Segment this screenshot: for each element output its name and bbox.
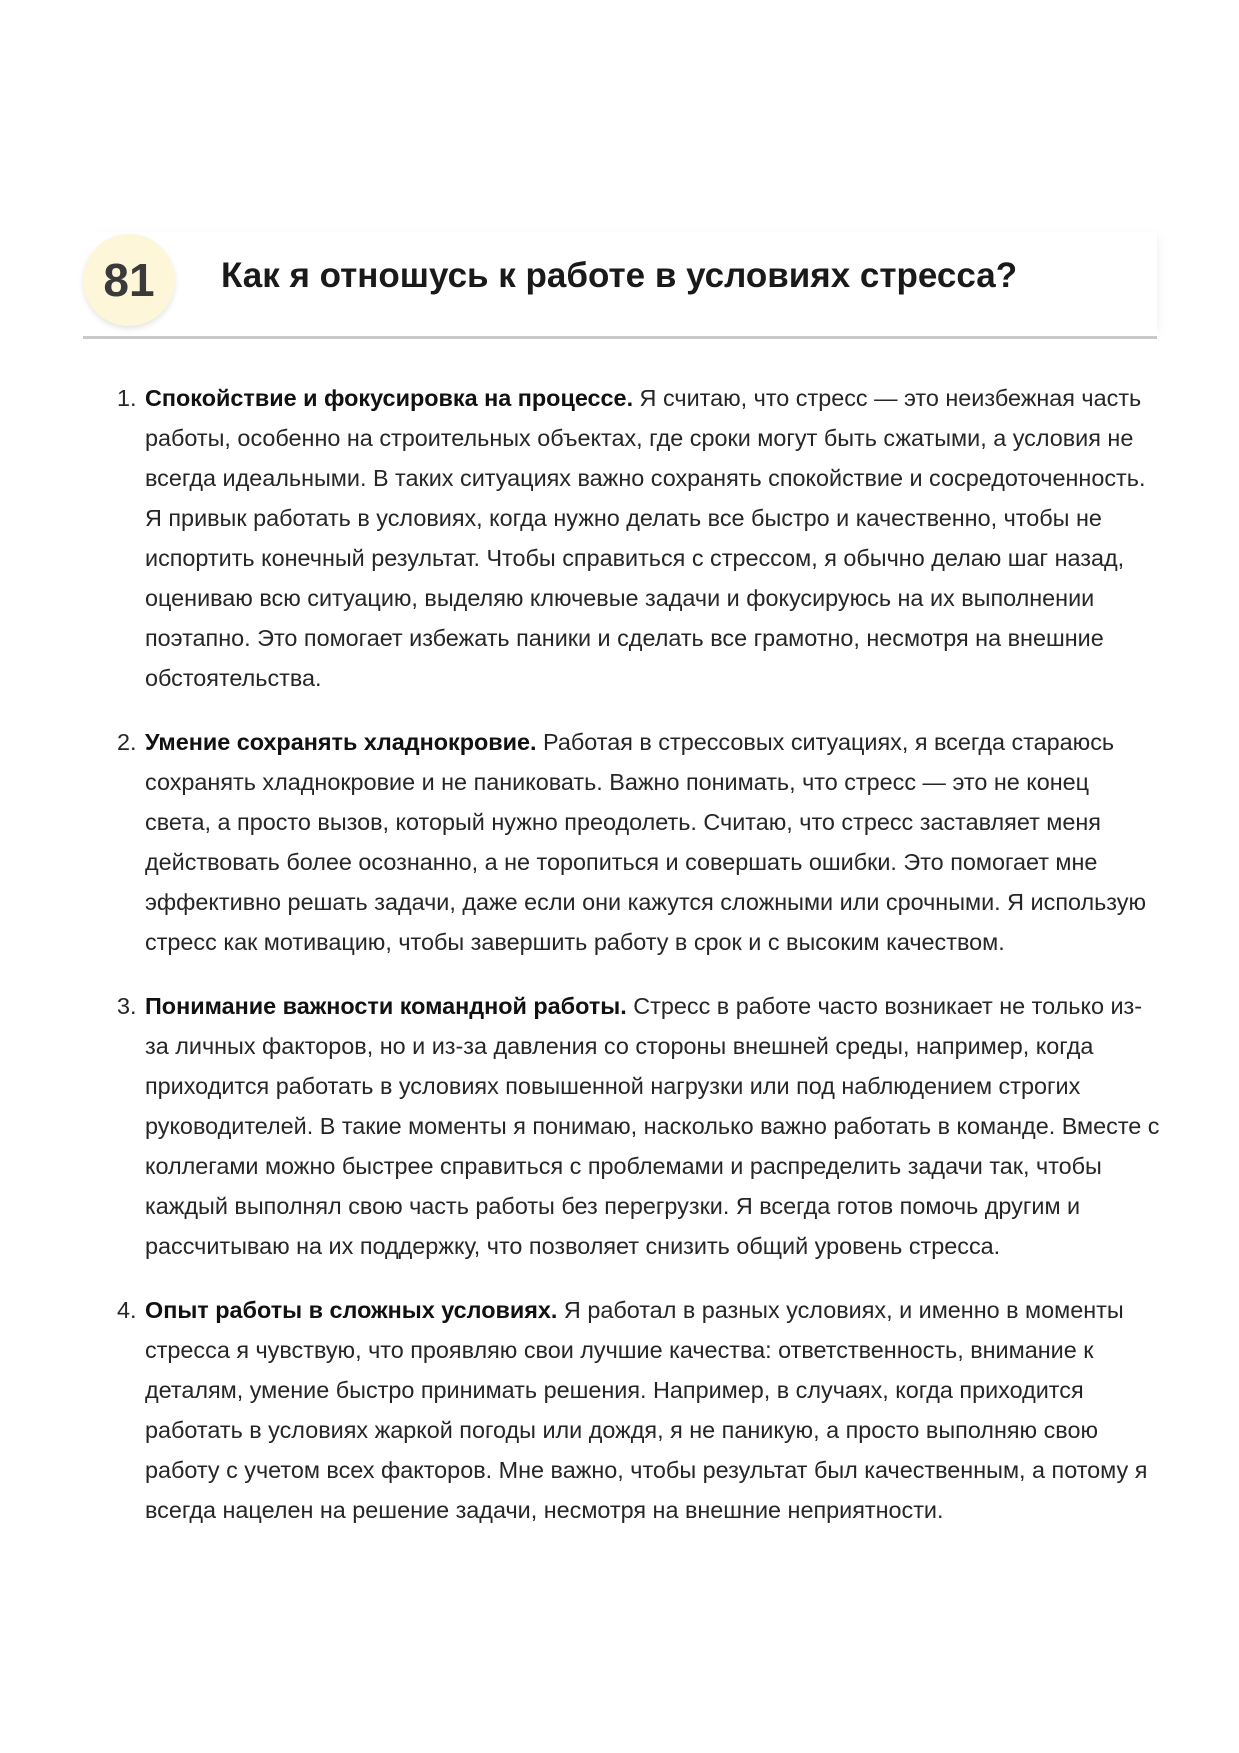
answer-number: 2. bbox=[117, 729, 137, 755]
answer-lead: Опыт работы в сложных условиях. bbox=[145, 1297, 558, 1323]
answer-lead: Спокойствие и фокусировка на процессе. bbox=[145, 385, 634, 411]
answer-number: 1. bbox=[117, 385, 137, 411]
answer-list bbox=[117, 378, 1160, 1554]
answer-text: Я считаю, что стресс — это неизбежная часть работы, особенно на строительных объектах, где сроки могут быть сжатыми, а условия не всегда идеальными. В таких ситуациях важно сохранять спокойствие и сосредоточенность. Я привык работать в условиях, когда нужно делать все быстро и качественно, чтобы не испортить конечный результат. Чтобы справиться с стрессом, я обычно делаю шаг назад, оцениваю всю ситуацию, выделяю ключевые задачи и фокусируюсь на их выполнении поэтапно. Это помогает избежать паники и сделать все грамотно, несмотря на внешние обстоятельства. bbox=[145, 385, 1146, 691]
answer-number: 3. bbox=[117, 993, 137, 1019]
answer-text: Работая в стрессовых ситуациях, я всегда стараюсь сохранять хладнокровие и не паниковать. Важно понимать, что стресс — это не конец света, а просто вызов, который нужно преодолеть. Считаю, что стресс заставляет меня действовать более осознанно, а не торопиться и совершать ошибки. Это помогает мне эффективно решать задачи, даже если они кажутся сложными или срочными. Я использую стресс как мотивацию, чтобы завершить работу в срок и с высоким качеством. bbox=[145, 729, 1147, 955]
answer-item bbox=[117, 1290, 1160, 1530]
answer-text: Стресс в работе часто возникает не только из-за личных факторов, но и из-за давления со стороны внешней среды, например, когда приходится работать в условиях повышенной нагрузки или под наблюдением строгих руководителей. В такие моменты я понимаю, насколько важно работать в команде. Вместе с коллегами можно быстрее справиться с проблемами и распределить задачи так, чтобы каждый выполнял свою часть работы без перегрузки. Я всегда готов помочь другим и рассчитываю на их поддержку, что позволяет снизить общий уровень стресса. bbox=[145, 993, 1160, 1259]
answer-text: Я работал в разных условиях, и именно в моменты стресса я чувствую, что проявляю свои лучшие качества: ответственность, внимание к деталям, умение быстро принимать решения. Например, в случаях, когда приходится работать в условиях жаркой погоды или дождя, я не паникую, а просто выполняю свою работу с учетом всех факторов. Мне важно, чтобы результат был качественным, а потому я всегда нацелен на решение задачи, несмотря на внешние неприятности. bbox=[145, 1297, 1148, 1523]
answer-lead: Понимание важности командной работы. bbox=[145, 993, 627, 1019]
answer-number: 4. bbox=[117, 1297, 137, 1323]
question-title: Как я отношусь к работе в условиях стресса? bbox=[221, 256, 1018, 295]
answer-lead: Умение сохранять хладнокровие. bbox=[145, 729, 537, 755]
answer-item bbox=[117, 722, 1160, 962]
answer-item bbox=[117, 986, 1160, 1266]
answer-item bbox=[117, 378, 1160, 698]
question-number-badge: 81 bbox=[83, 234, 175, 326]
question-header bbox=[83, 232, 1157, 339]
